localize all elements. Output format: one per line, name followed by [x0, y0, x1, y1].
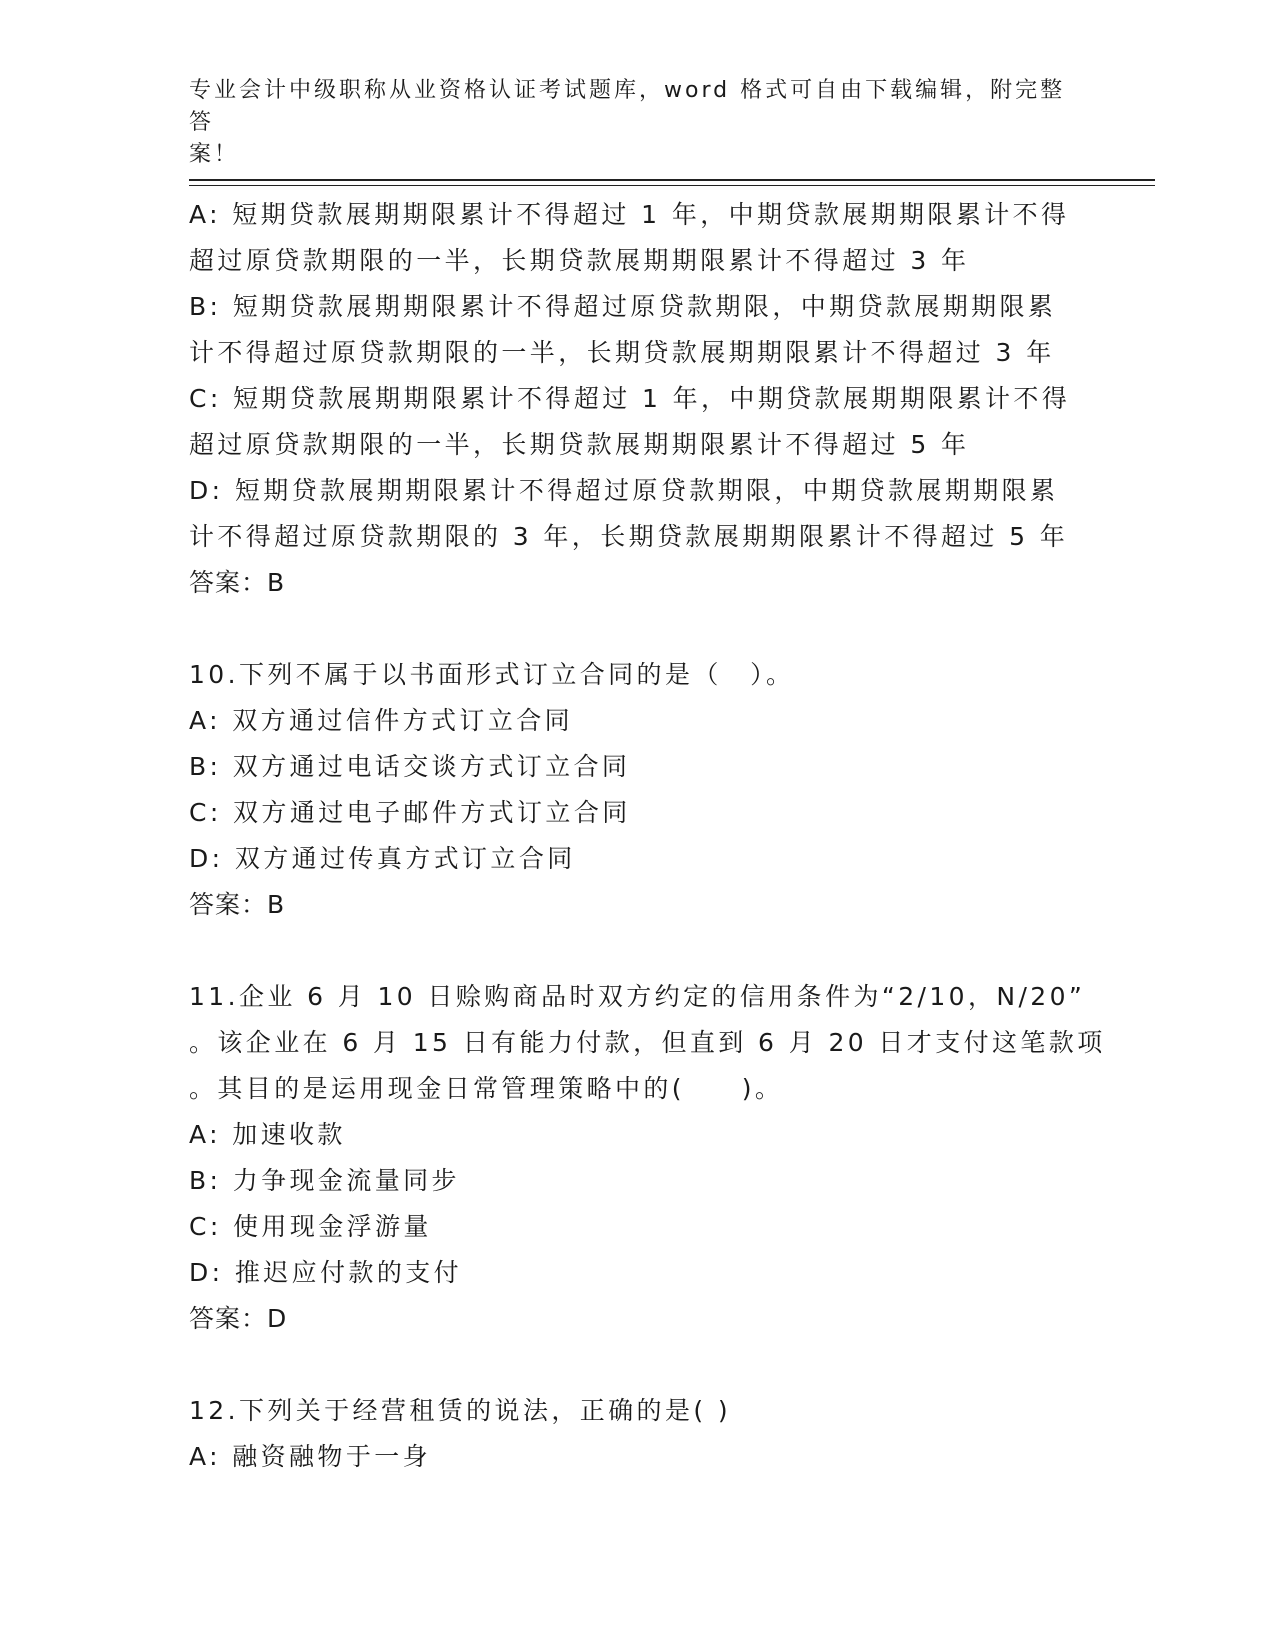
q9-option-d-line-2: 计不得超过原贷款期限的 3 年，长期贷款展期期限累计不得超过 5 年	[189, 522, 1069, 551]
q9-option-b-line-1: B: 短期贷款展期期限累计不得超过原贷款期限，中期贷款展期期限累	[189, 292, 1057, 321]
q9-option-a-line-1: A: 短期贷款展期期限累计不得超过 1 年，中期贷款展期期限累计不得	[189, 200, 1070, 229]
q11-option-a: A: 加速收款	[189, 1120, 346, 1149]
question-9-block	[189, 192, 1089, 606]
q12-option-a: A: 融资融物于一身	[189, 1442, 432, 1471]
spacer	[189, 1342, 1089, 1388]
q9-answer: 答案：B	[189, 568, 286, 597]
spacer	[189, 928, 1089, 974]
question-11-block	[189, 974, 1106, 1342]
header-line-1: 专业会计中级职称从业资格认证考试题库，word 格式可自由下载编辑，附完整答	[189, 78, 1066, 135]
q11-question-line-2: 。该企业在 6 月 15 日有能力付款，但直到 6 月 20 日才支付这笔款项	[189, 1028, 1106, 1057]
q11-question-line-3: 。其目的是运用现金日常管理策略中的( )。	[189, 1074, 784, 1103]
q11-question-line-1: 11.企业 6 月 10 日赊购商品时双方约定的信用条件为“2/10，N/20”	[189, 982, 1086, 1011]
header-divider-thin	[189, 185, 1155, 186]
q10-option-b: B: 双方通过电话交谈方式订立合同	[189, 752, 631, 781]
question-12-block	[189, 1388, 1089, 1480]
q10-option-d: D: 双方通过传真方式订立合同	[189, 844, 576, 873]
q10-answer: 答案：B	[189, 890, 286, 919]
q11-answer: 答案：D	[189, 1304, 288, 1333]
document-body	[189, 192, 1106, 1480]
q9-option-d-line-1: D: 短期贷款展期期限累计不得超过原贷款期限，中期贷款展期期限累	[189, 476, 1059, 505]
q10-option-a: A: 双方通过信件方式订立合同	[189, 706, 574, 735]
question-10-block	[189, 652, 1089, 928]
q11-option-b: B: 力争现金流量同步	[189, 1166, 460, 1195]
q10-option-c: C: 双方通过电子邮件方式订立合同	[189, 798, 631, 827]
q10-question: 10.下列不属于以书面形式订立合同的是（ ）。	[189, 660, 795, 689]
q12-question: 12.下列关于经营租赁的说法，正确的是( )	[189, 1396, 732, 1425]
spacer	[189, 606, 1089, 652]
header-line-2: 案！	[189, 142, 240, 167]
q9-option-c-line-2: 超过原贷款期限的一半，长期贷款展期期限累计不得超过 5 年	[189, 430, 970, 459]
q9-option-a-line-2: 超过原贷款期限的一半，长期贷款展期期限累计不得超过 3 年	[189, 246, 970, 275]
header-divider	[189, 179, 1155, 181]
q9-option-c-line-1: C: 短期贷款展期期限累计不得超过 1 年，中期贷款展期期限累计不得	[189, 384, 1071, 413]
q11-option-c: C: 使用现金浮游量	[189, 1212, 432, 1241]
q11-option-d: D: 推迟应付款的支付	[189, 1258, 463, 1287]
q9-option-b-line-2: 计不得超过原贷款期限的一半，长期贷款展期期限累计不得超过 3 年	[189, 338, 1055, 367]
page-header	[189, 75, 1069, 171]
